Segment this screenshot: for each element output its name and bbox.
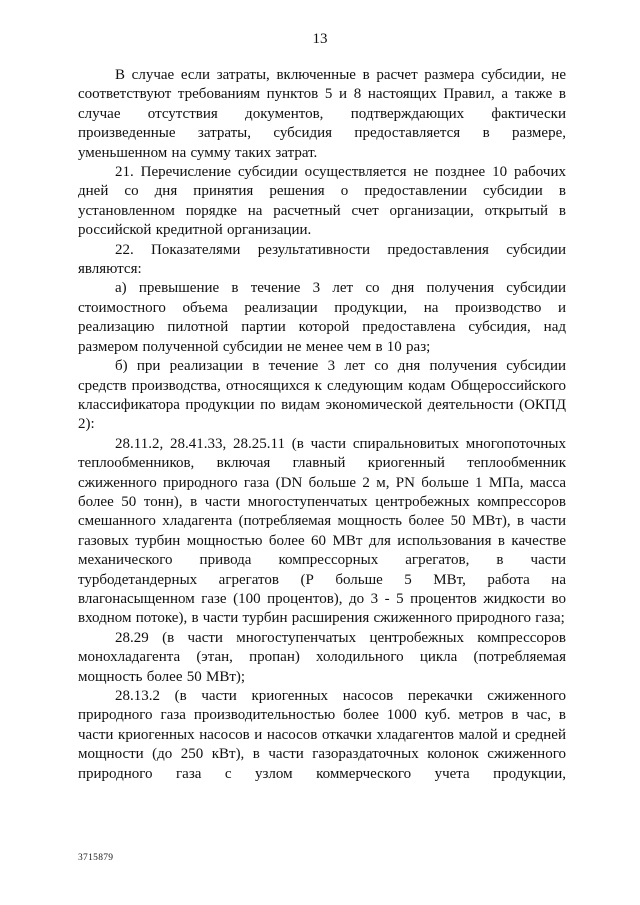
paragraph: 28.11.2, 28.41.33, 28.25.11 (в части спиральновитых многопоточных теплообменников, включая главный криогенный теплообменник сжиженного природного газа (DN больше 2 м, PN больше 1 МПа, масса более 50 тонн), в части многоступенчатых центробежных компрессоров смешанного хладагента (потребляемая мощность более 50 МВт), в части газовых турбин мощностью более 60 МВт для использования в качестве механического привода компрессорных агрегатов, в части турбодетандерных агрегатов (Р больше 5 МВт, работа на влагонасыщенном газе (100 процентов), до 3 - 5 процентов жидкости во входном потоке), в части турбин расширения сжиженного природного газа; (78, 435, 566, 627)
paragraph: 28.13.2 (в части криогенных насосов перекачки сжиженного природного газа производительностью более 1000 куб. метров в час, в части криогенных насосов и насосов откачки хладагентов малой и средней мощности (до 250 кВт), в части газораздаточных колонок сжиженного природного газа с узлом коммерческого учета продукции, (78, 688, 566, 782)
paragraph: 22. Показателями результативности предоставления субсидии являются: (78, 241, 566, 278)
paragraph: 28.29 (в части многоступенчатых центробежных компрессоров монохладагента (этан, пропан) холодильного цикла (потребляемая мощность более 50 МВт); (78, 629, 566, 685)
footer-code: 3715879 (78, 853, 114, 863)
page-number: 13 (312, 31, 328, 47)
paragraph: б) при реализации в течение 3 лет со дня получения субсидии средств производства, относящихся к следующим кодам Общероссийского классификатора продукции по видам экономической деятельности (ОКПД 2): (78, 358, 566, 433)
paragraph: 21. Перечисление субсидии осуществляется не позднее 10 рабочих дней со дня принятия решения о предоставлении субсидии в установленном порядке на расчетный счет организации, открытый в российской кредитной организации. (78, 164, 566, 239)
paragraph: В случае если затраты, включенные в расчет размера субсидии, не соответствуют требованиям пунктов 5 и 8 настоящих Правил, а также в случае отсутствия документов, подтверждающих фактически произведенные затраты, субсидия предоставляется в размере, уменьшенном на сумму таких затрат. (78, 67, 566, 161)
document-body (78, 66, 566, 784)
paragraph: а) превышение в течение 3 лет со дня получения субсидии стоимостного объема реализации продукции, на производство и реализацию пилотной партии которой предоставлена субсидия, над размером полученной субсидии не менее чем в 10 раз; (78, 280, 566, 355)
